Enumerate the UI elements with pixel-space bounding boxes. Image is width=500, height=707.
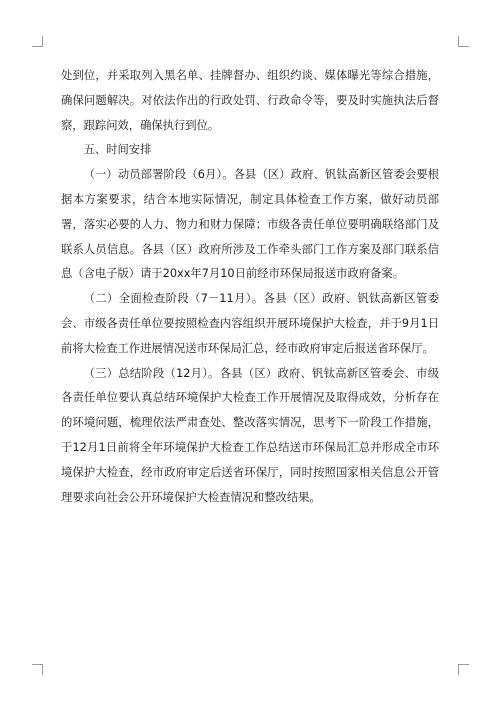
paragraph-continued: 处到位，并采取列入黑名单、挂牌督办、组织约谈、媒体曝光等综合措施，确保问题解决。对依法作出的行政处罚、行政命令等，要及时实施执法后督察，跟踪问效，确保执行到位。 (61, 69, 439, 132)
crop-mark-bottom-right (458, 664, 469, 675)
crop-mark-bottom-left (32, 664, 43, 675)
crop-mark-top-left (32, 36, 43, 47)
crop-mark-top-right (458, 36, 469, 47)
paragraph-phase-2: （二）全面检查阶段（7－11月）。各县（区）政府、钒钛高新区管委会、市级各责任单位要按照检查内容组织开展环境保护大检查，并于9月1日前将大检查工作进展情况送市环保局汇总，经市政府审定后报送省环保厅。 (61, 292, 439, 355)
paragraph-phase-3: （三）总结阶段（12月）。各县（区）政府、钒钛高新区管委会、市级各责任单位要认真总结环境保护大检查工作开展情况及取得成效，分析存在的环境问题，梳理依法严肃查处、整改落实情况，思考下一阶段工作措施，于12月1日前将全年环境保护大检查工作总结送市环保局汇总并形成全市环境保护大检查，经市政府审定后送省环保厅，同时按照国家相关信息公开管理要求向社会公开环境保护大检查情况和整改结果。 (61, 366, 439, 504)
section-heading: 五、时间安排 (83, 143, 152, 157)
document-body (61, 64, 439, 510)
paragraph-phase-1: （一）动员部署阶段（6月）。各县（区）政府、钒钛高新区管委会要根据本方案要求，结合本地实际情况，制定具体检查工作方案，做好动员部署，落实必要的人力、物力和财力保障；市级各责任单位要明确联络部门及联系人员信息。各县（区）政府所涉及工作牵头部门工作方案及部门联系信息（含电子版）请于20xx年7月10日前经市环保局报送市政府备案。 (61, 168, 439, 281)
